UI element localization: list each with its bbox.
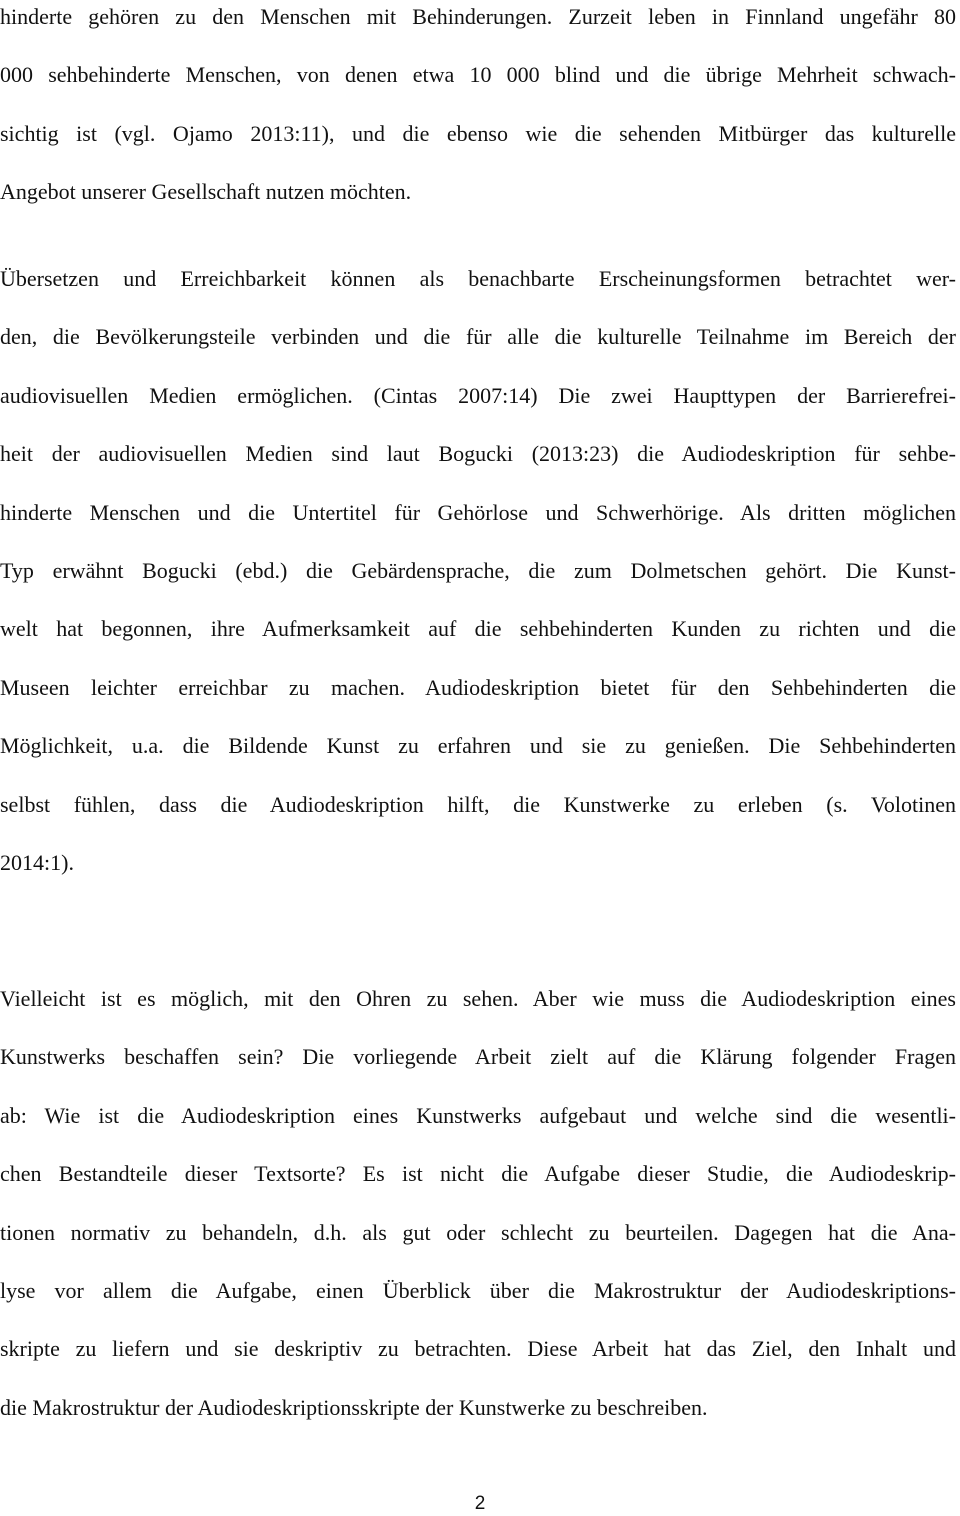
text-line: Übersetzen und Erreichbarkeit können als benachbarte Erscheinungsformen betrachtet wer- xyxy=(0,266,956,291)
text-line: Museen leichter erreichbar zu machen. Audiodeskription bietet für den Sehbehinderten die xyxy=(0,674,956,700)
text-line: hinderte Menschen und die Untertitel für Gehörlose und Schwerhörige. Als dritten möglichen xyxy=(0,499,956,525)
text-line: welt hat begonnen, ihre Aufmerksamkeit auf die sehbehinderten Kunden zu richten und die xyxy=(0,616,956,642)
text-line: die Makrostruktur der Audiodeskriptionsskripte der Kunstwerke zu beschreiben. xyxy=(0,1394,708,1420)
text-line: skripte zu liefern und sie deskriptiv zu betrachten. Diese Arbeit hat das Ziel, den Inhalt und xyxy=(0,1336,956,1362)
text-line: heit der audiovisuellen Medien sind laut Bogucki (2013:23) die Audiodeskription für sehbe- xyxy=(0,441,956,467)
text-line: tionen normativ zu behandeln, d.h. als gut oder schlecht zu beurteilen. Dagegen hat die Ana- xyxy=(0,1219,956,1245)
text-line: hinderte gehören zu den Menschen mit Behinderungen. Zurzeit leben in Finnland ungefähr 80 xyxy=(0,4,956,29)
text-line: Angebot unserer Gesellschaft nutzen möchten. xyxy=(0,179,412,205)
text-line: 2014:1). xyxy=(0,849,74,875)
text-line: chen Bestandteile dieser Textsorte? Es ist nicht die Aufgabe dieser Studie, die Audiodeskrip- xyxy=(0,1161,956,1187)
text-line: ab: Wie ist die Audiodeskription eines Kunstwerks aufgebaut und welche sind die wesentli- xyxy=(0,1102,956,1128)
text-line: 000 sehbehinderte Menschen, von denen etwa 10 000 blind und die übrige Mehrheit schwach- xyxy=(0,62,956,88)
text-line: Möglichkeit, u.a. die Bildende Kunst zu erfahren und sie zu genießen. Die Sehbehinderten xyxy=(0,733,956,759)
text-line: Typ erwähnt Bogucki (ebd.) die Gebärdensprache, die zum Dolmetschen gehört. Die Kunst- xyxy=(0,557,956,583)
page-number: 2 xyxy=(474,1493,486,1514)
paragraph-1 xyxy=(0,0,956,222)
text-line: den, die Bevölkerungsteile verbinden und die für alle die kulturelle Teilnahme im Bereich der xyxy=(0,324,956,350)
paragraph-2 xyxy=(0,250,956,892)
text-line: Vielleicht ist es möglich, mit den Ohren zu sehen. Aber wie muss die Audiodeskription eines xyxy=(0,986,956,1011)
text-line: sichtig ist (vgl. Ojamo 2013:11), und die ebenso wie die sehenden Mitbürger das kulturelle xyxy=(0,120,956,146)
paragraph-3 xyxy=(0,970,956,1437)
text-line: lyse vor allem die Aufgabe, einen Überblick über die Makrostruktur der Audiodeskriptions- xyxy=(0,1277,956,1303)
text-line: audiovisuellen Medien ermöglichen. (Cintas 2007:14) Die zwei Haupttypen der Barrierefrei- xyxy=(0,382,956,408)
text-line: selbst fühlen, dass die Audiodeskription hilft, die Kunstwerke zu erleben (s. Volotinen xyxy=(0,791,956,817)
text-line: Kunstwerks beschaffen sein? Die vorliegende Arbeit zielt auf die Klärung folgender Fragen xyxy=(0,1044,956,1070)
